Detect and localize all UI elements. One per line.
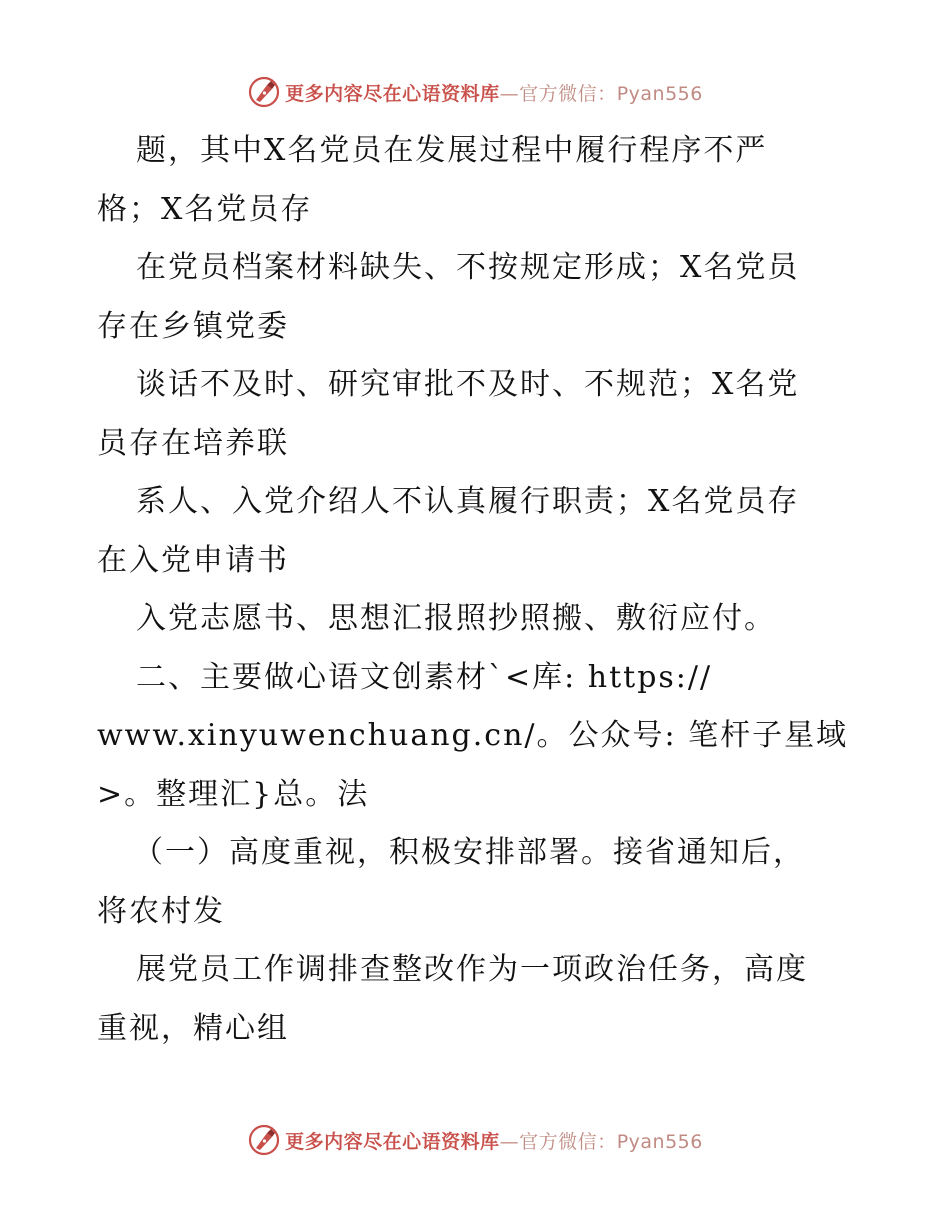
watermark-brand: 更多内容尽在心语资料库 (285, 1130, 500, 1153)
body-line: 重视，精心组 (97, 1010, 289, 1046)
pen-nib-logo-icon (247, 1123, 281, 1157)
body-line: 员存在培养联 (97, 425, 289, 461)
body-line: >。整理汇}总。法 (97, 776, 370, 812)
watermark-text (285, 1127, 703, 1154)
watermark-wechat-id: Pyan556 (616, 1130, 703, 1153)
body-line: 将农村发 (97, 893, 225, 929)
body-line: 谈话不及时、研究审批不及时、不规范；X名党 (136, 367, 800, 402)
watermark-dash: — (499, 82, 520, 105)
body-line: （一）高度重视，积极安排部署。接省通知后， (133, 835, 805, 870)
watermark-text (285, 79, 703, 106)
body-line: 展党员工作调排查整改作为一项政治任务，高度 (136, 952, 808, 987)
body-line: 在党员档案材料缺失、不按规定形成；X名党员 (136, 250, 800, 285)
body-line: 系人、入党介绍人不认真履行职责；X名党员存 (136, 484, 800, 519)
body-line: 二、主要做心语文创素材`<库: https:// (136, 659, 713, 695)
document-body (97, 122, 887, 1058)
watermark-wechat-id: Pyan556 (616, 82, 703, 105)
watermark-brand: 更多内容尽在心语资料库 (285, 82, 500, 105)
footer-watermark (0, 1120, 950, 1160)
watermark-wechat-label: 官方微信： (519, 82, 617, 105)
watermark-dash: — (499, 1130, 520, 1153)
header-watermark (0, 72, 950, 112)
pen-nib-logo-icon (247, 75, 281, 109)
body-line: 存在乡镇党委 (97, 308, 289, 344)
body-line: www.xinyuwenchuang.cn/。公众号: 笔杆子星域 (97, 718, 849, 753)
body-line: 入党志愿书、思想汇报照抄照搬、敷衍应付。 (136, 601, 776, 636)
watermark-wechat-label: 官方微信： (519, 1130, 617, 1153)
body-line: 在入党申请书 (97, 542, 289, 578)
body-line: 格；X名党员存 (97, 191, 313, 227)
body-line: 题，其中X名党员在发展过程中履行程序不严 (136, 133, 768, 168)
